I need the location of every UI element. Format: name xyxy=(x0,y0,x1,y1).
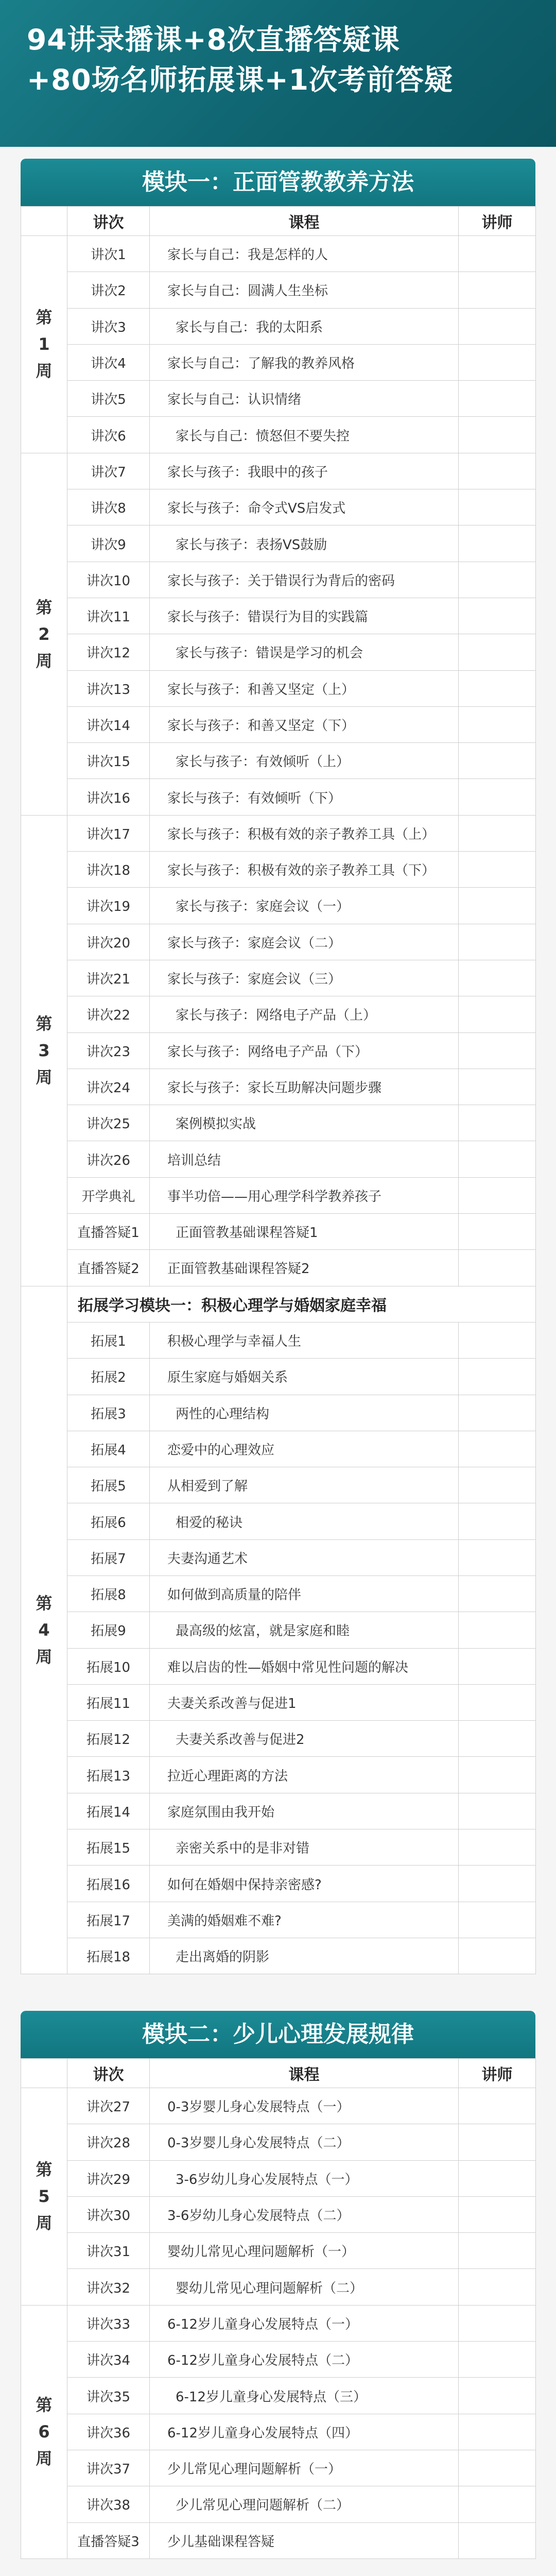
teacher-cell xyxy=(459,706,536,742)
week-label-part: 第 xyxy=(36,597,53,617)
lecture-cell: 讲次13 xyxy=(67,670,150,706)
module-2 xyxy=(21,2011,535,2559)
teacher-cell xyxy=(459,1721,536,1757)
lecture-cell: 讲次23 xyxy=(67,1032,150,1069)
course-cell: 家长与孩子：积极有效的亲子教养工具（上） xyxy=(150,815,459,851)
module-1-header-row xyxy=(21,207,536,236)
teacher-cell xyxy=(459,996,536,1032)
course-cell: 培训总结 xyxy=(150,1141,459,1177)
table-row xyxy=(21,2522,536,2558)
course-cell: 家长与孩子：和善又坚定（下） xyxy=(150,706,459,742)
table-row xyxy=(21,2414,536,2450)
teacher-cell xyxy=(459,1467,536,1503)
teacher-cell xyxy=(459,2088,536,2124)
module-2-title: 模块二：少儿心理发展规律 xyxy=(21,2011,535,2058)
course-cell: 难以启齿的性—婚姻中常见性问题的解决 xyxy=(150,1648,459,1684)
course-cell: 夫妻关系改善与促进2 xyxy=(150,1721,459,1757)
teacher-cell xyxy=(459,670,536,706)
course-cell: 积极心理学与幸福人生 xyxy=(150,1322,459,1358)
teacher-cell xyxy=(459,417,536,453)
table-row xyxy=(21,236,536,272)
course-cell: 3-6岁幼儿身心发展特点（二） xyxy=(150,2196,459,2232)
course-cell: 家长与孩子：网络电子产品（下） xyxy=(150,1032,459,1069)
lecture-cell: 讲次21 xyxy=(67,960,150,996)
module-1 xyxy=(21,159,535,1974)
teacher-cell xyxy=(459,1141,536,1177)
table-row xyxy=(21,670,536,706)
course-cell: 6-12岁儿童身心发展特点（四） xyxy=(150,2414,459,2450)
course-cell: 正面管教基础课程答疑1 xyxy=(150,1214,459,1250)
table-row xyxy=(21,1032,536,1069)
teacher-cell xyxy=(459,2378,536,2414)
week-label-part: 第 xyxy=(36,2395,53,2415)
teacher-cell xyxy=(459,308,536,344)
lecture-cell: 拓展7 xyxy=(67,1539,150,1575)
course-cell: 案例模拟实战 xyxy=(150,1105,459,1141)
table-row xyxy=(21,2450,536,2486)
table-row xyxy=(21,706,536,742)
lecture-cell: 直播答疑2 xyxy=(67,1250,150,1286)
table-row xyxy=(21,598,536,634)
teacher-cell xyxy=(459,1648,536,1684)
lecture-cell: 开学典礼 xyxy=(67,1177,150,1213)
teacher-cell xyxy=(459,2450,536,2486)
course-cell: 事半功倍——用心理学科学教养孩子 xyxy=(150,1177,459,1213)
course-cell: 夫妻沟通艺术 xyxy=(150,1539,459,1575)
teacher-cell xyxy=(459,1575,536,1612)
lecture-cell: 拓展14 xyxy=(67,1793,150,1829)
teacher-cell xyxy=(459,1214,536,1250)
table-row xyxy=(21,2124,536,2160)
lecture-cell: 拓展10 xyxy=(67,1648,150,1684)
table-row xyxy=(21,1177,536,1213)
lecture-cell: 讲次22 xyxy=(67,996,150,1032)
lecture-cell: 拓展13 xyxy=(67,1757,150,1793)
lecture-cell: 讲次16 xyxy=(67,779,150,815)
course-cell: 家长与孩子：错误行为目的实践篇 xyxy=(150,598,459,634)
table-row xyxy=(21,526,536,562)
course-cell: 家长与自己：我是怎样的人 xyxy=(150,236,459,272)
table-row xyxy=(21,1503,536,1539)
table-row xyxy=(21,1250,536,1286)
course-cell: 家长与孩子：我眼中的孩子 xyxy=(150,453,459,489)
teacher-cell xyxy=(459,489,536,526)
lecture-cell: 讲次10 xyxy=(67,562,150,598)
course-cell: 从相爱到了解 xyxy=(150,1467,459,1503)
lecture-cell: 讲次1 xyxy=(67,236,150,272)
lecture-cell: 讲次5 xyxy=(67,381,150,417)
course-cell: 家长与自己：圆满人生坐标 xyxy=(150,272,459,308)
table-row xyxy=(21,1829,536,1866)
course-cell: 家长与孩子：网络电子产品（上） xyxy=(150,996,459,1032)
table-row xyxy=(21,1141,536,1177)
lecture-cell: 讲次19 xyxy=(67,888,150,924)
table-row xyxy=(21,1648,536,1684)
week-label xyxy=(21,2088,67,2306)
table-row xyxy=(21,2088,536,2124)
course-cell: 3-6岁幼儿身心发展特点（一） xyxy=(150,2160,459,2196)
course-cell: 6-12岁儿童身心发展特点（三） xyxy=(150,2378,459,2414)
course-cell: 家长与孩子：家庭会议（一） xyxy=(150,888,459,924)
teacher-cell xyxy=(459,562,536,598)
course-cell: 0-3岁婴儿身心发展特点（一） xyxy=(150,2088,459,2124)
table-row xyxy=(21,1467,536,1503)
table-row xyxy=(21,1938,536,1974)
week-label-part: 2 xyxy=(38,624,50,644)
course-cell: 美满的婚姻难不难? xyxy=(150,1902,459,1938)
lecture-cell: 讲次34 xyxy=(67,2342,150,2378)
table-row xyxy=(21,1069,536,1105)
lecture-cell: 讲次26 xyxy=(67,1141,150,1177)
teacher-cell xyxy=(459,1431,536,1467)
header-teacher: 讲师 xyxy=(459,2059,536,2088)
course-cell: 家长与孩子：命令式VS启发式 xyxy=(150,489,459,526)
teacher-cell xyxy=(459,1829,536,1866)
table-row xyxy=(21,2305,536,2341)
course-cell: 家长与自己：认识情绪 xyxy=(150,381,459,417)
lecture-cell: 拓展5 xyxy=(67,1467,150,1503)
table-row xyxy=(21,1721,536,1757)
lecture-cell: 直播答疑1 xyxy=(67,1214,150,1250)
course-cell: 最高级的炫富，就是家庭和睦 xyxy=(150,1612,459,1648)
teacher-cell xyxy=(459,2124,536,2160)
teacher-cell xyxy=(459,526,536,562)
week-label-part: 第 xyxy=(36,308,53,328)
table-row xyxy=(21,852,536,888)
course-cell: 6-12岁儿童身心发展特点（二） xyxy=(150,2342,459,2378)
teacher-cell xyxy=(459,779,536,815)
lecture-cell: 拓展6 xyxy=(67,1503,150,1539)
course-cell: 6-12岁儿童身心发展特点（一） xyxy=(150,2305,459,2341)
lecture-cell: 讲次25 xyxy=(67,1105,150,1141)
teacher-cell xyxy=(459,381,536,417)
lecture-cell: 拓展9 xyxy=(67,1612,150,1648)
header-course: 课程 xyxy=(150,2059,459,2088)
course-cell: 走出离婚的阴影 xyxy=(150,1938,459,1974)
lecture-cell: 讲次6 xyxy=(67,417,150,453)
course-cell: 原生家庭与婚姻关系 xyxy=(150,1359,459,1395)
lecture-cell: 讲次33 xyxy=(67,2305,150,2341)
lecture-cell: 讲次20 xyxy=(67,924,150,960)
lecture-cell: 拓展12 xyxy=(67,1721,150,1757)
lecture-cell: 讲次24 xyxy=(67,1069,150,1105)
lecture-cell: 拓展16 xyxy=(67,1866,150,1902)
course-cell: 夫妻关系改善与促进1 xyxy=(150,1684,459,1720)
week-label xyxy=(21,453,67,815)
week-label-part: 周 xyxy=(36,651,53,671)
teacher-cell xyxy=(459,272,536,308)
teacher-cell xyxy=(459,1866,536,1902)
header-week xyxy=(21,207,67,236)
teacher-cell xyxy=(459,2233,536,2269)
teacher-cell xyxy=(459,453,536,489)
extension-module-title: 拓展学习模块一：积极心理学与婚姻家庭幸福 xyxy=(67,1286,536,1322)
teacher-cell xyxy=(459,888,536,924)
course-cell: 正面管教基础课程答疑2 xyxy=(150,1250,459,1286)
lecture-cell: 拓展15 xyxy=(67,1829,150,1866)
table-row xyxy=(21,1322,536,1358)
lecture-cell: 讲次29 xyxy=(67,2160,150,2196)
table-row xyxy=(21,453,536,489)
teacher-cell xyxy=(459,815,536,851)
week-label xyxy=(21,1286,67,1974)
lecture-cell: 讲次3 xyxy=(67,308,150,344)
course-cell: 家长与自己：了解我的教养风格 xyxy=(150,344,459,380)
teacher-cell xyxy=(459,2196,536,2232)
teacher-cell xyxy=(459,1684,536,1720)
lecture-cell: 讲次14 xyxy=(67,706,150,742)
lecture-cell: 拓展11 xyxy=(67,1684,150,1720)
lecture-cell: 讲次31 xyxy=(67,2233,150,2269)
table-row xyxy=(21,1395,536,1431)
course-cell: 家长与孩子：家庭会议（三） xyxy=(150,960,459,996)
teacher-cell xyxy=(459,1938,536,1974)
teacher-cell xyxy=(459,1503,536,1539)
table-row xyxy=(21,2160,536,2196)
lecture-cell: 拓展8 xyxy=(67,1575,150,1612)
header-course: 课程 xyxy=(150,207,459,236)
header-lecture: 讲次 xyxy=(67,207,150,236)
course-cell: 少儿基础课程答疑 xyxy=(150,2522,459,2558)
week-label-part: 1 xyxy=(38,334,50,354)
week-label-part: 5 xyxy=(38,2187,50,2207)
teacher-cell xyxy=(459,924,536,960)
course-cell: 家长与孩子：有效倾听（上） xyxy=(150,743,459,779)
lecture-cell: 拓展2 xyxy=(67,1359,150,1395)
week-label-part: 周 xyxy=(36,1067,53,1088)
table-row xyxy=(21,1431,536,1467)
header-week xyxy=(21,2059,67,2088)
teacher-cell xyxy=(459,1322,536,1358)
teacher-cell xyxy=(459,2342,536,2378)
lecture-cell: 讲次8 xyxy=(67,489,150,526)
course-cell: 家长与自己：我的太阳系 xyxy=(150,308,459,344)
table-row xyxy=(21,815,536,851)
lecture-cell: 讲次27 xyxy=(67,2088,150,2124)
page-header xyxy=(0,0,556,147)
teacher-cell xyxy=(459,1902,536,1938)
table-row xyxy=(21,1105,536,1141)
lecture-cell: 讲次17 xyxy=(67,815,150,851)
table-row xyxy=(21,779,536,815)
teacher-cell xyxy=(459,1250,536,1286)
teacher-cell xyxy=(459,743,536,779)
course-cell: 家长与孩子：家长互助解决问题步骤 xyxy=(150,1069,459,1105)
teacher-cell xyxy=(459,960,536,996)
table-row xyxy=(21,272,536,308)
teacher-cell xyxy=(459,2486,536,2522)
teacher-cell xyxy=(459,1539,536,1575)
week-label-part: 4 xyxy=(38,1620,50,1640)
week-label-part: 6 xyxy=(38,2422,50,2442)
course-cell: 婴幼儿常见心理问题解析（一） xyxy=(150,2233,459,2269)
course-cell: 如何做到高质量的陪伴 xyxy=(150,1575,459,1612)
lecture-cell: 讲次30 xyxy=(67,2196,150,2232)
course-cell: 家长与孩子：和善又坚定（上） xyxy=(150,670,459,706)
teacher-cell xyxy=(459,1793,536,1829)
course-cell: 两性的心理结构 xyxy=(150,1395,459,1431)
course-cell: 0-3岁婴儿身心发展特点（二） xyxy=(150,2124,459,2160)
lecture-cell: 拓展1 xyxy=(67,1322,150,1358)
course-cell: 家庭氛围由我开始 xyxy=(150,1793,459,1829)
subtitle-row xyxy=(21,1286,536,1322)
table-row xyxy=(21,960,536,996)
table-row xyxy=(21,888,536,924)
lecture-cell: 拓展3 xyxy=(67,1395,150,1431)
lecture-cell: 讲次32 xyxy=(67,2269,150,2305)
week-label-part: 周 xyxy=(36,361,53,381)
table-row xyxy=(21,417,536,453)
table-row xyxy=(21,1684,536,1720)
lecture-cell: 讲次18 xyxy=(67,852,150,888)
teacher-cell xyxy=(459,344,536,380)
lecture-cell: 讲次15 xyxy=(67,743,150,779)
course-cell: 婴幼儿常见心理问题解析（二） xyxy=(150,2269,459,2305)
course-cell: 亲密关系中的是非对错 xyxy=(150,1829,459,1866)
table-row xyxy=(21,2342,536,2378)
table-row xyxy=(21,996,536,1032)
week-label-part: 周 xyxy=(36,2213,53,2233)
lecture-cell: 讲次35 xyxy=(67,2378,150,2414)
header-line-2: +80场名师拓展课+1次考前答疑 xyxy=(27,63,453,96)
teacher-cell xyxy=(459,598,536,634)
course-cell: 家长与自己：愤怒但不要失控 xyxy=(150,417,459,453)
course-cell: 家长与孩子：有效倾听（下） xyxy=(150,779,459,815)
lecture-cell: 讲次9 xyxy=(67,526,150,562)
lecture-cell: 拓展4 xyxy=(67,1431,150,1467)
course-cell: 少儿常见心理问题解析（一） xyxy=(150,2450,459,2486)
table-row xyxy=(21,562,536,598)
table-row xyxy=(21,634,536,670)
lecture-cell: 讲次38 xyxy=(67,2486,150,2522)
week-label-part: 周 xyxy=(36,1647,53,1667)
lecture-cell: 讲次12 xyxy=(67,634,150,670)
week-label xyxy=(21,2305,67,2558)
teacher-cell xyxy=(459,1612,536,1648)
teacher-cell xyxy=(459,2269,536,2305)
table-row xyxy=(21,2269,536,2305)
course-cell: 拉近心理距离的方法 xyxy=(150,1757,459,1793)
table-row xyxy=(21,489,536,526)
table-row xyxy=(21,1539,536,1575)
table-row xyxy=(21,1902,536,1938)
lecture-cell: 讲次28 xyxy=(67,2124,150,2160)
module-1-title: 模块一：正面管教教养方法 xyxy=(21,159,535,206)
teacher-cell xyxy=(459,2160,536,2196)
table-row xyxy=(21,2196,536,2232)
table-row xyxy=(21,1866,536,1902)
table-row xyxy=(21,1612,536,1648)
teacher-cell xyxy=(459,1069,536,1105)
teacher-cell xyxy=(459,1105,536,1141)
table-row xyxy=(21,2233,536,2269)
teacher-cell xyxy=(459,1177,536,1213)
table-row xyxy=(21,924,536,960)
header-line-1: 94讲录播课+8次直播答疑课 xyxy=(27,23,400,56)
teacher-cell xyxy=(459,1757,536,1793)
lecture-cell: 讲次4 xyxy=(67,344,150,380)
table-row xyxy=(21,1359,536,1395)
header-lecture: 讲次 xyxy=(67,2059,150,2088)
course-cell: 家长与孩子：关于错误行为背后的密码 xyxy=(150,562,459,598)
week-label-part: 周 xyxy=(36,2449,53,2469)
week-label-part: 第 xyxy=(36,2160,53,2180)
lecture-cell: 讲次11 xyxy=(67,598,150,634)
teacher-cell xyxy=(459,236,536,272)
lecture-cell: 拓展17 xyxy=(67,1902,150,1938)
table-row xyxy=(21,381,536,417)
week-label-part: 第 xyxy=(36,1593,53,1613)
table-row xyxy=(21,1793,536,1829)
course-cell: 如何在婚姻中保持亲密感? xyxy=(150,1866,459,1902)
teacher-cell xyxy=(459,2414,536,2450)
teacher-cell xyxy=(459,1359,536,1395)
lecture-cell: 拓展18 xyxy=(67,1938,150,1974)
teacher-cell xyxy=(459,852,536,888)
week-label-part: 3 xyxy=(38,1041,50,1061)
week-label xyxy=(21,236,67,453)
table-row xyxy=(21,1214,536,1250)
table-row xyxy=(21,743,536,779)
lecture-cell: 讲次36 xyxy=(67,2414,150,2450)
course-cell: 恋爱中的心理效应 xyxy=(150,1431,459,1467)
module-1-table xyxy=(21,206,536,1974)
header-teacher: 讲师 xyxy=(459,207,536,236)
teacher-cell xyxy=(459,2522,536,2558)
module-2-table xyxy=(21,2058,536,2559)
lecture-cell: 讲次7 xyxy=(67,453,150,489)
course-cell: 少儿常见心理问题解析（二） xyxy=(150,2486,459,2522)
teacher-cell xyxy=(459,2305,536,2341)
week-label xyxy=(21,815,67,1286)
teacher-cell xyxy=(459,1395,536,1431)
teacher-cell xyxy=(459,634,536,670)
course-cell: 家长与孩子：积极有效的亲子教养工具（下） xyxy=(150,852,459,888)
table-row xyxy=(21,1757,536,1793)
teacher-cell xyxy=(459,1032,536,1069)
table-row xyxy=(21,308,536,344)
course-cell: 家长与孩子：家庭会议（二） xyxy=(150,924,459,960)
course-cell: 相爱的秘诀 xyxy=(150,1503,459,1539)
week-label-part: 第 xyxy=(36,1014,53,1034)
lecture-cell: 直播答疑3 xyxy=(67,2522,150,2558)
table-row xyxy=(21,1575,536,1612)
table-row xyxy=(21,2378,536,2414)
course-cell: 家长与孩子：表扬VS鼓励 xyxy=(150,526,459,562)
course-cell: 家长与孩子：错误是学习的机会 xyxy=(150,634,459,670)
module-2-header-row xyxy=(21,2059,536,2088)
table-row xyxy=(21,2486,536,2522)
lecture-cell: 讲次37 xyxy=(67,2450,150,2486)
table-row xyxy=(21,344,536,380)
lecture-cell: 讲次2 xyxy=(67,272,150,308)
